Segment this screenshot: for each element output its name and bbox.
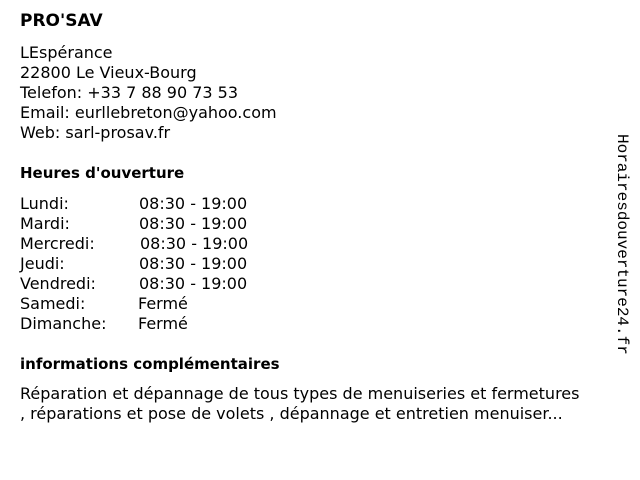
- hours-value: 08:30 - 19:00: [140, 234, 249, 253]
- additional-info-text: [20, 384, 579, 424]
- brand-watermark: Horairesdouverture24.fr: [613, 134, 631, 355]
- day-label: Vendredi:: [20, 274, 96, 293]
- day-label: Mercredi:: [20, 234, 95, 253]
- hours-value: Fermé: [138, 294, 188, 313]
- day-label: Lundi:: [20, 194, 69, 213]
- opening-hours-heading: Heures d'ouverture: [20, 164, 185, 182]
- day-label: Jeudi:: [20, 254, 65, 273]
- phone-number: Telefon: +33 7 88 90 73 53: [20, 83, 239, 102]
- day-label: Dimanche:: [20, 314, 107, 333]
- hours-value: Fermé: [138, 314, 188, 333]
- hours-value: 08:30 - 19:00: [139, 274, 248, 293]
- description-line-1: Réparation et dépannage de tous types de menuiseries et fermetures: [20, 384, 580, 403]
- hours-value: 08:30 - 19:00: [139, 214, 248, 233]
- city-address: 22800 Le Vieux-Bourg: [20, 63, 197, 82]
- hours-value: 08:30 - 19:00: [139, 194, 248, 213]
- business-name: PRO'SAV: [20, 11, 103, 31]
- day-label: Samedi:: [20, 294, 86, 313]
- additional-info-heading: informations complémentaires: [20, 355, 280, 373]
- email-address: Email: eurllebreton@yahoo.com: [20, 103, 277, 122]
- hours-value: 08:30 - 19:00: [139, 254, 248, 273]
- website: Web: sarl-prosav.fr: [20, 123, 171, 142]
- description-line-2: , réparations et pose de volets , dépannage et entretien menuiser...: [20, 404, 563, 423]
- day-label: Mardi:: [20, 214, 70, 233]
- street-address: LEspérance: [20, 43, 113, 62]
- address-block: [20, 43, 277, 143]
